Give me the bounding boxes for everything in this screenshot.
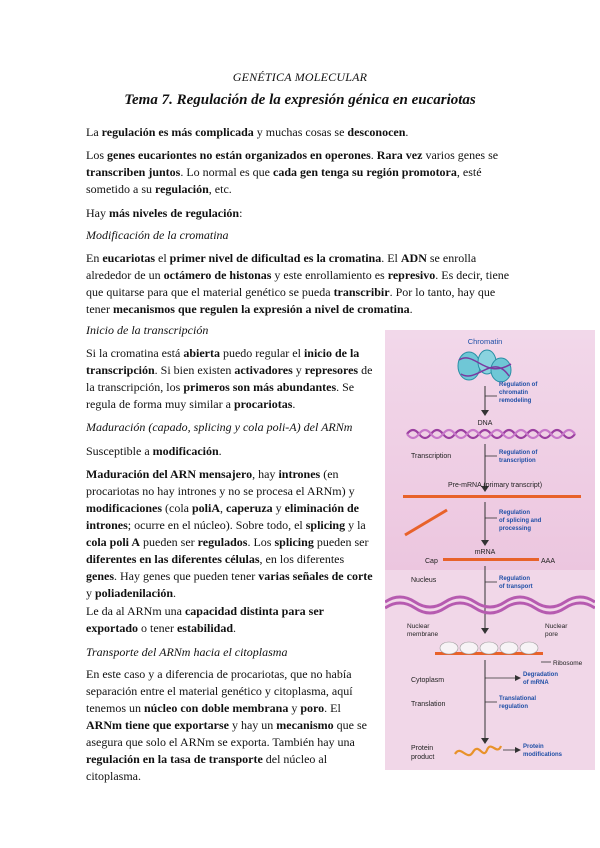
label-premrna: Pre-mRNA (primary transcript): [447, 482, 543, 489]
subheading-maturation: Maduración (capado, splicing y cola poli-A) del ARNm: [86, 420, 353, 434]
paragraph-intro: La regulación es más complicada y muchas cosas se desconocen.: [86, 125, 409, 139]
arrowhead-1: [481, 410, 489, 416]
label-reg-splicing-2: of splicing and: [499, 518, 542, 524]
label-degradation-2: of mRNA: [523, 680, 549, 686]
label-reg-splicing-3: processing: [499, 526, 532, 532]
figure-svg: [385, 330, 595, 770]
gene-regulation-figure: [385, 330, 595, 770]
subheading-transcription: Inicio de la transcripción: [86, 323, 209, 337]
label-translational-2: regulation: [499, 704, 529, 710]
label-translation: Translation: [411, 701, 446, 708]
cytoplasm-region: [385, 570, 595, 770]
label-dna: DNA: [477, 420, 493, 427]
label-cytoplasm: Cytoplasm: [411, 677, 445, 684]
arrowhead-3: [481, 540, 489, 546]
mrna-strand: [443, 558, 539, 561]
running-header: GENÉTICA MOLECULAR: [232, 70, 368, 84]
label-reg-chromatin-1: Regulation of: [499, 382, 538, 388]
label-protein-product-2: product: [411, 754, 435, 761]
label-cap: Cap: [425, 558, 438, 565]
paragraph-maturation: Maduración del ARN mensajero, hay intrones (en procariotas no hay intrones y no se procesa el ARNm) y modificaciones (cola poliA, caperuza y eliminación de intrones; ocurre en el núcleo). Sobre todo, el splicing y la cola poli A pueden ser regulados. Los splicing pueden ser diferentes en las diferentes células, en los diferentes genes. Hay genes que pueden tener varias señales de corte y poliadenilación.: [86, 467, 373, 600]
label-aaa: AAA: [541, 558, 556, 565]
dna-helix: [407, 430, 575, 438]
label-nucleus: Nucleus: [411, 577, 437, 584]
label-protein-product-1: Protein: [411, 745, 434, 752]
label-nuclear-pore-1: Nuclear: [545, 623, 568, 630]
chromatin-icon: [458, 350, 511, 382]
label-protein-mod-1: Protein: [523, 744, 544, 750]
label-reg-transcription-2: transcription: [499, 458, 536, 464]
label-reg-chromatin-2: chromatin: [499, 390, 529, 396]
label-protein-mod-2: modifications: [523, 752, 563, 758]
premrna-strand: [403, 495, 581, 498]
label-chromatin: Chromatin: [467, 337, 503, 346]
paragraph-genes: Los genes eucariontes no están organizados en operones. Rara vez varios genes se transcriben juntos. Lo normal es que cada gen tenga su región promotora, esté sometido a su regulación, etc.: [86, 148, 499, 196]
page-title: Tema 7. Regulación de la expresión génica en eucariotas: [124, 92, 476, 108]
paragraph-levels: Hay más niveles de regulación:: [86, 206, 243, 220]
label-nuclear-pore-2: pore: [545, 631, 559, 638]
label-reg-transport-1: Regulation: [499, 576, 530, 582]
paragraph-export: Le da al ARNm una capacidad distinta para ser exportado o tener estabilidad.: [86, 604, 324, 635]
label-reg-chromatin-3: remodeling: [499, 398, 532, 404]
paragraph-chromatin: En eucariotas el primer nivel de dificultad es la cromatina. El ADN se enrolla alrededor de un octámero de histonas y este enrollamiento es represivo. Es decir, tiene que quitarse para que el material genético se pueda transcribir. Por lo tanto, hay que tener mecanismos que regulen la expresión a nivel de cromatina.: [86, 251, 510, 316]
label-translational-1: Translational: [499, 696, 537, 702]
paragraph-transcription: Si la cromatina está abierta puedo regular el inicio de la transcripción. Si bien existen activadores y represores de la transcripción, los primeros son más abundantes. Se regula de forma muy similar a procariotas.: [86, 346, 373, 411]
label-nuclear-membrane-1: Nuclear: [407, 623, 430, 630]
intron-fragment: [405, 510, 447, 535]
subheading-chromatin: Modificación de la cromatina: [86, 228, 229, 242]
label-reg-splicing-1: Regulation: [499, 510, 530, 516]
label-reg-transport-2: of transport: [499, 584, 533, 590]
label-transcription: Transcription: [411, 453, 452, 460]
label-reg-transcription-1: Regulation of: [499, 450, 538, 456]
ribosomes: [440, 642, 538, 654]
label-mrna: mRNA: [474, 549, 496, 556]
subheading-transport: Transporte del ARNm hacia el citoplasma: [86, 645, 288, 659]
paragraph-transport: En este caso y a diferencia de procariotas, que no había separación entre el material genético y citoplasma, aquí tenemos un núcleo con doble membrana y poro. El ARNm tiene que exportarse y hay un mecanismo que se asegura que solo el ARNm se exporta. También hay una regulación en la tasa de transporte del núcleo al citoplasma.: [86, 667, 367, 783]
label-degradation-1: Degradation: [523, 672, 559, 678]
label-nuclear-membrane-2: membrane: [407, 631, 439, 638]
label-ribosome: Ribosome: [553, 660, 583, 667]
paragraph-susceptible: Susceptible a modificación.: [86, 444, 222, 458]
